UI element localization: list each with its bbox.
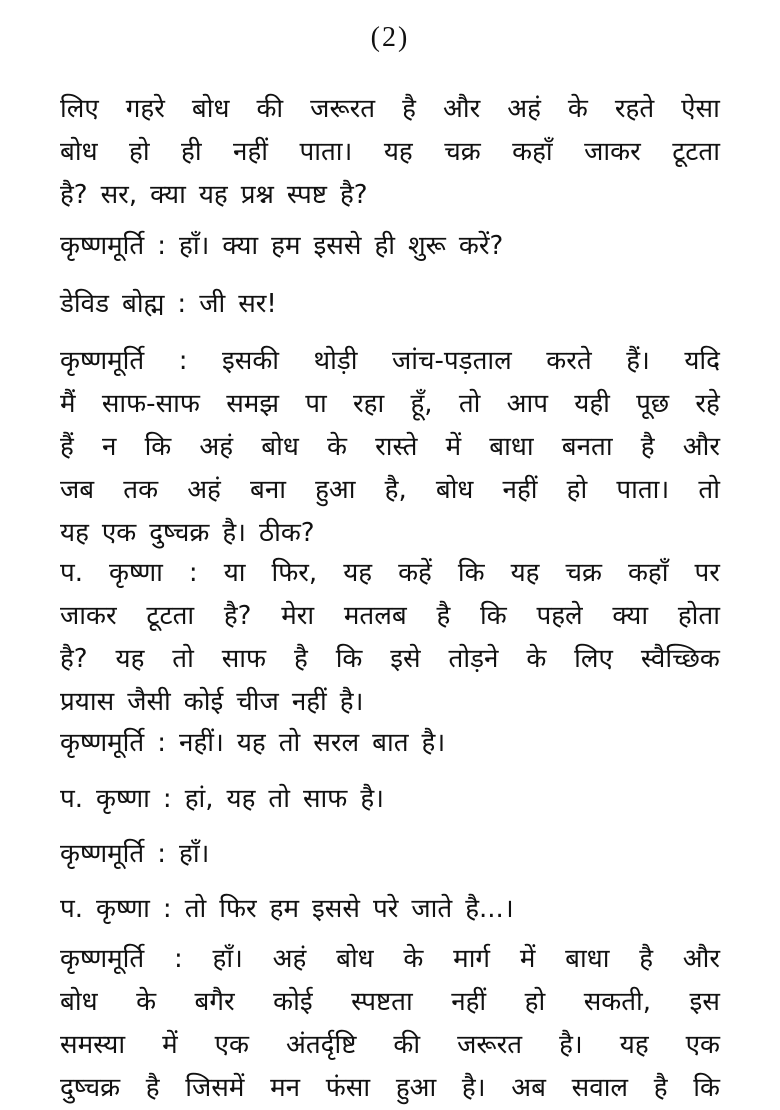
word: ऐसा [681,94,720,124]
word: है [639,944,653,974]
word: अहं [272,944,307,974]
word: कहाँ [627,558,669,588]
word: बनता [561,432,613,462]
word: चक्र [565,558,602,588]
dialogue-p-krishna [60,552,720,724]
word: जांच-पड़ताल [392,346,512,376]
word: की [256,94,284,124]
word: मेरा [281,601,315,631]
word: बोध [261,432,299,462]
word: पूछ [636,389,670,419]
word: करते [546,346,592,376]
dialogue-krishnamurti [60,225,720,268]
word: यह [60,518,89,548]
word: कि [144,432,172,462]
word: लिए [60,94,99,124]
word: जाते [411,894,453,924]
word: परे [372,894,399,924]
word: कृष्णमूर्ति [60,728,145,758]
word: जाकर [584,137,641,167]
word: हूँ, [410,389,433,419]
word: है। [222,518,246,548]
word: गहरे [125,94,165,124]
word: है [293,644,308,674]
word: है? [60,644,88,674]
word: प. [60,558,84,588]
text-line [60,722,720,765]
word: की [393,1030,421,1060]
word: हुआ [315,475,356,505]
word: क्या [150,180,186,210]
word: अंतर्दृष्टि [285,1030,357,1060]
word: प्रयास [60,687,115,717]
word: और [682,944,720,974]
word: जरूरत [310,94,376,124]
word: साफ-साफ [101,389,200,419]
word: : [188,558,198,588]
word: कृष्णमूर्ति [60,231,145,261]
word: कृष्णमूर्ति [60,346,145,376]
word: हां, [184,784,214,814]
word: मार्ग [453,944,491,974]
dialogue-krishnamurti [60,340,720,555]
word: तो [172,644,194,674]
word: तो [278,728,301,758]
word: बना [249,475,286,505]
word: हम [271,231,301,261]
word: के [326,432,347,462]
word: सवाल [571,1073,629,1103]
word: बोध [60,137,98,167]
word: के [567,94,588,124]
word: नहीं। [179,728,224,758]
word: न [101,432,117,462]
word: तक [123,475,159,505]
word: क्या [612,601,649,631]
word: फंसा [325,1073,371,1103]
text-line [60,469,720,512]
word: जैसी [127,687,171,717]
text-line [60,340,720,383]
word: के [526,644,547,674]
word: तो [458,389,481,419]
word: बाधा [489,432,534,462]
word: रास्ते [375,432,418,462]
word: तोड़ने [448,644,499,674]
word: फिर, [271,558,318,588]
word: तो [268,784,290,814]
word: स्पष्टता [351,987,413,1017]
text-line [60,595,720,638]
word: है, [384,475,407,505]
word: है [436,601,451,631]
word: हाँ। [179,839,210,869]
word: हैं [60,432,74,462]
word: हाँ। [212,944,243,974]
word: स्पष्ट [286,180,327,210]
word: नहीं [291,687,327,717]
paragraph-continuation [60,88,720,217]
word: कोई [183,687,224,717]
word: बात [372,728,409,758]
text-line [60,833,720,876]
word: हुआ [395,1073,437,1103]
word: है? [223,601,252,631]
word: पाता। [616,475,670,505]
word: : [162,784,172,814]
word: है...। [465,894,514,924]
word: हाँ। [179,231,210,261]
word: नहीं [451,987,487,1017]
dialogue-p-krishna [60,778,720,821]
word: हम [269,894,300,924]
word: प्रश्न [240,180,274,210]
word: है। [461,1073,486,1103]
text-line [60,88,720,131]
word: बोध [191,94,230,124]
word: यह [226,784,256,814]
word: सकती, [583,987,652,1017]
word: है। [559,1030,583,1060]
dialogue-p-krishna [60,888,720,931]
word: हैं। [626,346,650,376]
word: होता [677,601,720,631]
word: तो [184,894,207,924]
text-line [60,426,720,469]
word: में [519,944,536,974]
text-line [60,938,720,981]
word: पा [305,389,327,419]
word: यह [198,180,228,210]
dialogue-krishnamurti [60,833,720,876]
word: इससे [313,231,362,261]
text-line [60,1067,720,1110]
text-line [60,888,720,931]
word: है। [360,784,384,814]
word: इस [689,987,720,1017]
text-line [60,174,720,217]
word: सर, [100,180,138,210]
word: लिए [574,644,613,674]
word: अहं [187,475,221,505]
word: बोध [435,475,474,505]
word: साफ [221,644,267,674]
word: बोध [336,944,374,974]
text-line [60,638,720,681]
word: है [402,94,416,124]
word: ठीक? [258,518,315,548]
word: बोह्म [122,289,165,319]
word: है। [339,687,364,717]
word: बाधा [565,944,610,974]
word: यह [619,1030,649,1060]
word: जब [60,475,95,505]
text-line [60,283,720,326]
word: कि [693,1073,720,1103]
word: आप [506,389,548,419]
word: कृष्णमूर्ति [60,944,145,974]
word: : [162,894,172,924]
word: पाता। [299,137,353,167]
page-number: (2) [370,22,410,53]
word: कि [457,558,485,588]
text-line [60,981,720,1024]
word: यह [236,728,266,758]
word: : [157,839,167,869]
text-line [60,225,720,268]
word: : [178,346,188,376]
word: साफ [302,784,348,814]
word: में [445,432,462,462]
word: रहे [695,389,720,419]
word: यह [510,558,540,588]
word: टूटता [672,137,720,167]
word: जी [199,289,226,319]
word: कि [335,644,363,674]
word: क्या [222,231,259,261]
word: और [682,432,720,462]
word: एक [101,518,137,548]
text-line [60,383,720,426]
word: यह [383,137,413,167]
word: दुष्चक्र [60,1073,121,1103]
word: फिर [219,894,257,924]
word: ही [374,231,395,261]
word: यह [115,644,145,674]
word: कृष्णमूर्ति [60,839,145,869]
word: ही [181,137,202,167]
word: मतलब [343,601,407,631]
word: कि [480,601,507,631]
word: थोड़ी [313,346,358,376]
word: अहं [199,432,234,462]
word: तो [698,475,720,505]
word: समस्या [60,1030,126,1060]
word: और [442,94,481,124]
text-line [60,552,720,595]
word: शुरू [407,231,446,261]
word: है [653,1073,668,1103]
text-line [60,512,720,555]
word: जाकर [60,601,117,631]
word: : [174,944,183,974]
word: पहले [536,601,583,631]
word: अहं [507,94,541,124]
word: सर! [238,289,277,319]
word: इसकी [221,346,280,376]
text-line [60,681,720,724]
word: एक [685,1030,720,1060]
word: प. [60,784,84,814]
word: स्वैच्छिक [640,644,720,674]
text-line [60,131,720,174]
word: दुष्चक्र [149,518,210,548]
word: नहीं [233,137,269,167]
word: पर [694,558,720,588]
word: रहते [614,94,655,124]
word: करें? [458,231,504,261]
word: हो [129,137,150,167]
word: इससे [312,894,360,924]
word: हो [524,987,546,1017]
word: डेविड [60,289,110,319]
word: : [157,231,167,261]
word: कोई [273,987,313,1017]
word: मन [270,1073,301,1103]
word: कृष्णा [109,558,163,588]
word: है। [421,728,446,758]
word: के [403,944,424,974]
word: या [223,558,246,588]
word: इसे [390,644,421,674]
dialogue-krishnamurti [60,938,720,1110]
word: : [157,728,167,758]
word: प. [60,894,84,924]
word: चक्र [444,137,481,167]
word: कहाँ [512,137,553,167]
word: है [640,432,655,462]
word: हो [566,475,588,505]
word: के [136,987,157,1017]
word: है? [339,180,368,210]
word: में [162,1030,178,1060]
dialogue-david-bohm [60,283,720,326]
word: नहीं [502,475,538,505]
word: यदि [684,346,720,376]
word: सरल [313,728,360,758]
text-line [60,1024,720,1067]
word: : [177,289,187,319]
word: यह [343,558,373,588]
word: है [145,1073,160,1103]
word: कहें [398,558,432,588]
word: जिसमें [185,1073,245,1103]
word: मैं [60,389,76,419]
word: अब [511,1073,546,1103]
word: बोध [60,987,98,1017]
text-line [60,778,720,821]
word: है? [60,180,88,210]
word: कृष्णा [96,894,150,924]
word: यही [574,389,610,419]
word: जरूरत [457,1030,523,1060]
word: कृष्णा [96,784,150,814]
dialogue-krishnamurti [60,722,720,765]
word: समझ [226,389,279,419]
word: रहा [353,389,385,419]
word: चीज [236,687,279,717]
word: एक [214,1030,249,1060]
word: टूटता [146,601,195,631]
word: बगैर [194,987,235,1017]
